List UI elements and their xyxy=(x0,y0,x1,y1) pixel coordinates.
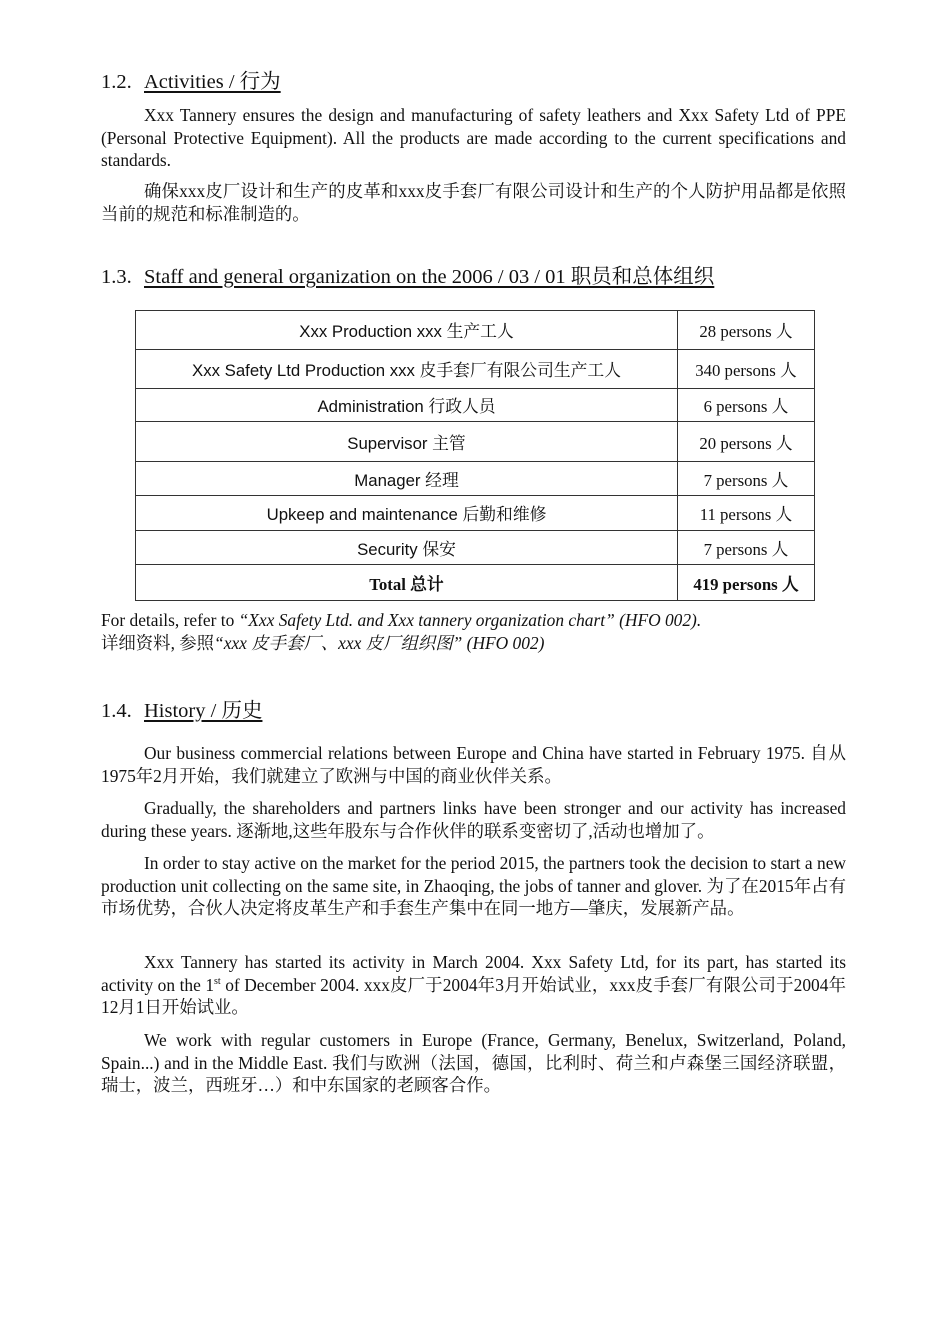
activities-heading xyxy=(101,69,281,95)
table-row xyxy=(136,496,815,531)
section-number: 1.3. xyxy=(101,266,132,288)
total-count-cell: 419 persons 人 xyxy=(678,565,815,601)
total-label-cell: Total 总计 xyxy=(136,565,678,601)
role-cell: Manager 经理 xyxy=(136,462,678,496)
section-title: History / 历史 xyxy=(144,700,263,722)
details-note-cn xyxy=(101,632,544,655)
section-number: 1.4. xyxy=(101,700,132,722)
history-paragraph-1: Our business commercial relations between Europe and China have started in February 1975. 自从1975年2月开始，我们就建立了欧洲与中国的商业伙伴关系。 xyxy=(101,743,846,786)
count-cell: 28 persons 人 xyxy=(678,311,815,350)
table-row xyxy=(136,311,815,350)
activities-paragraph-cn: 确保xxx皮厂设计和生产的皮革和xxx皮手套厂有限公司设计和生产的个人防护用品都是依照当前的规范和标准制造的。 xyxy=(101,181,846,224)
note-prefix: For details, refer to xyxy=(101,610,239,630)
history-paragraph-5: We work with regular customers in Europe (France, Germany, Benelux, Switzerland, Poland, Spain...) and in the Middle East. 我们与欧洲（法国，德国，比利时、荷兰和卢森堡三国经济联盟，瑞士，波兰，西班牙…）和中东国家的老顾客合作。 xyxy=(101,1030,846,1096)
details-note-en xyxy=(101,609,701,632)
count-cell: 20 persons 人 xyxy=(678,422,815,462)
count-cell: 6 persons 人 xyxy=(678,389,815,422)
count-cell: 7 persons 人 xyxy=(678,462,815,496)
role-cell: Administration 行政人员 xyxy=(136,389,678,422)
table-row xyxy=(136,531,815,565)
role-cell: Security 保安 xyxy=(136,531,678,565)
history-paragraph-2: Gradually, the shareholders and partners links have been stronger and our activity has increased during these years. 逐渐地,这些年股东与合作伙伴的联系变密切了,活动也增加了。 xyxy=(101,798,846,841)
count-cell: 11 persons 人 xyxy=(678,496,815,531)
table-row xyxy=(136,462,815,496)
history-paragraph-3: In order to stay active on the market for the period 2015, the partners took the decision to start a new production unit collecting on the same site, in Zhaoqing, the jobs of tanner and glover. 为了在2015年占有市场优势，合伙人决定将皮革生产和手套生产集中在同一地方—肇庆，发展新产品。 xyxy=(101,853,846,919)
note-reference: “xxx 皮手套厂、xxx 皮厂组织图” (HFO 002) xyxy=(214,633,545,653)
table-row xyxy=(136,350,815,389)
staff-table xyxy=(135,310,815,601)
para-text: of December 2004. xxx皮厂于2004年3月开始试业，xxx皮手套厂有限公司于2004年12月1日开始试业。 xyxy=(101,974,847,1018)
role-cell: Supervisor 主管 xyxy=(136,422,678,462)
table-row xyxy=(136,389,815,422)
role-cell: Xxx Safety Ltd Production xxx 皮手套厂有限公司生产工人 xyxy=(136,350,678,389)
count-cell: 7 persons 人 xyxy=(678,531,815,565)
count-cell: 340 persons 人 xyxy=(678,350,815,389)
section-number: 1.2. xyxy=(101,71,132,93)
activities-paragraph-en: Xxx Tannery ensures the design and manufacturing of safety leathers and Xxx Safety Ltd of PPE (Personal Protective Equipment). All the products are made according to the current specifications and standards. xyxy=(101,105,846,171)
ordinal-suffix: st xyxy=(214,975,221,987)
table-row xyxy=(136,422,815,462)
section-title: Staff and general organization on the 2006 / 03 / 01 职员和总体组织 xyxy=(144,266,715,288)
role-cell: Upkeep and maintenance 后勤和维修 xyxy=(136,496,678,531)
history-paragraph-4 xyxy=(101,951,846,1019)
section-title: Activities / 行为 xyxy=(144,71,281,93)
note-prefix: 详细资料, 参照 xyxy=(101,633,215,653)
total-row xyxy=(136,565,815,601)
note-reference: “Xxx Safety Ltd. and Xxx tannery organization chart” (HFO 002). xyxy=(238,610,702,630)
staff-heading xyxy=(101,264,714,290)
role-cell: Xxx Production xxx 生产工人 xyxy=(136,311,678,350)
history-heading xyxy=(101,698,262,724)
para-text: Xxx Tannery has started its activity in March 2004. Xxx Safety Ltd, for its part, has started its activity on the 1 xyxy=(101,952,846,995)
